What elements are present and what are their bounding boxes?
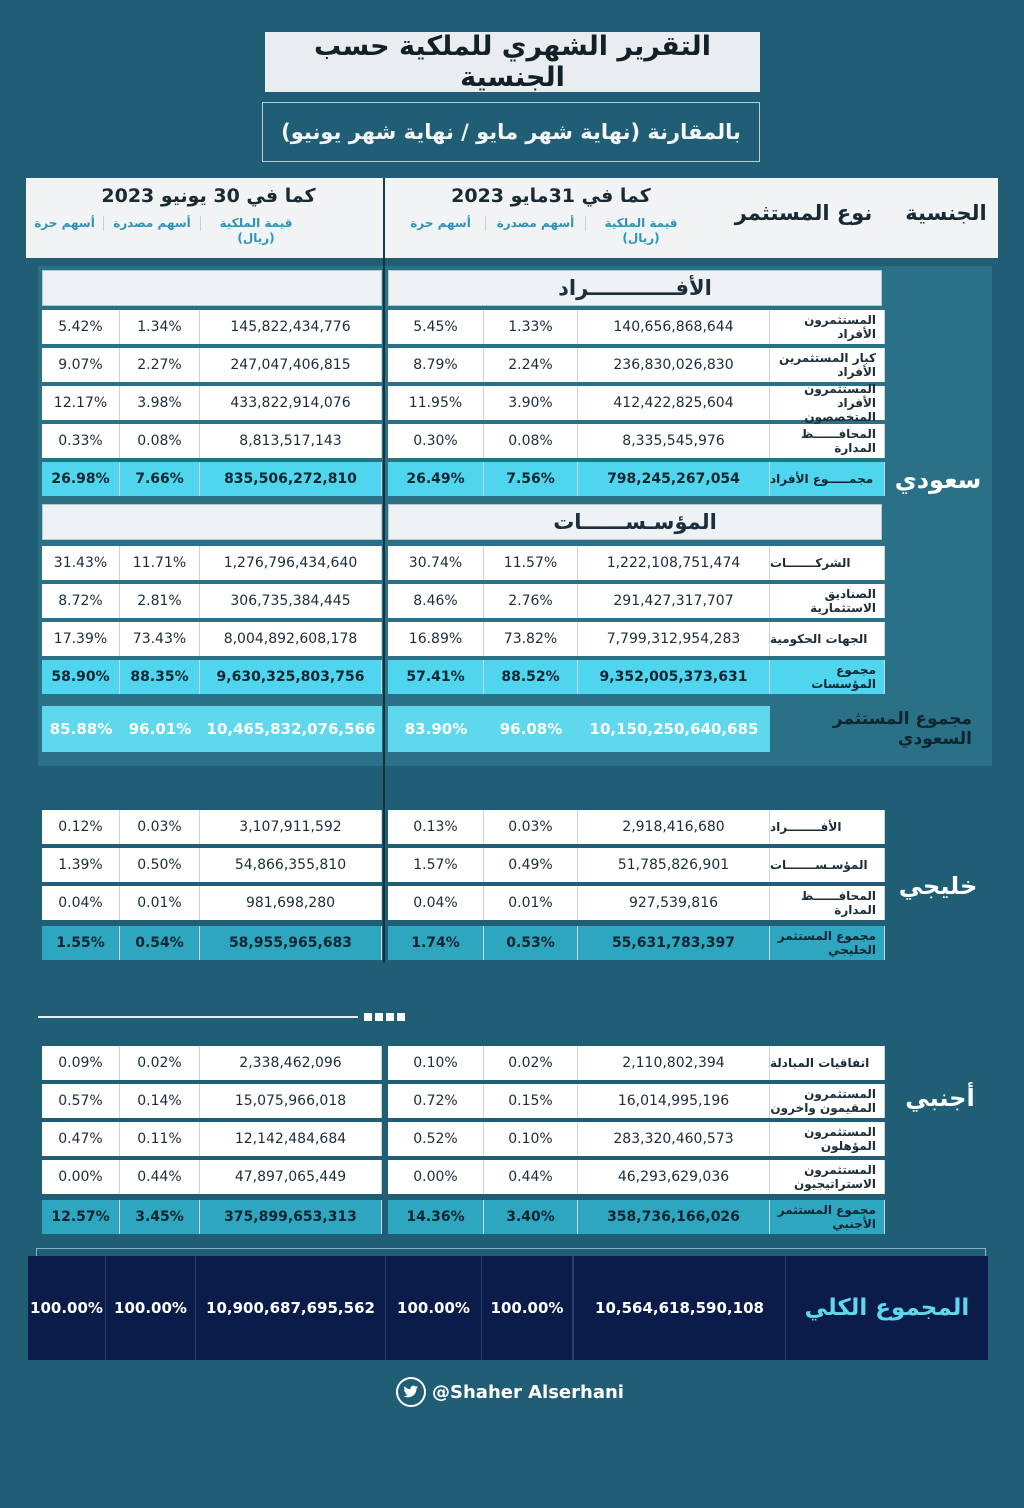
saudi-individuals-row-june-value: 247,047,406,815 — [200, 348, 382, 382]
foreign-row-may-value: 16,014,995,196 — [578, 1084, 770, 1118]
foreign-row-label: المستثمرون المقيمون واخرون — [770, 1084, 885, 1118]
individuals-title-may: الأفــــــــــــراد — [388, 270, 882, 306]
saudi-individuals-row-june-value: 8,813,517,143 — [200, 424, 382, 458]
saudi-individuals-row — [0, 424, 1024, 458]
nationality-gulf: خليجي — [898, 872, 978, 900]
saudi-institutions-row-may-issued: 2.76% — [484, 584, 578, 618]
foreign-row-june-issued: 0.14% — [120, 1084, 200, 1118]
grand-total-bar — [28, 1256, 988, 1360]
grand-may-issued: 100.00% — [482, 1256, 573, 1360]
header-investor-type: نوع المستثمر — [734, 201, 873, 225]
foreign-total-row-may-issued: 3.40% — [484, 1200, 578, 1234]
foreign-row-may-issued: 0.10% — [484, 1122, 578, 1156]
grand-total-label-text: المجموع الكلي — [804, 1295, 970, 1321]
saudi-institutions-row-label: الصناديق الاستثمارية — [770, 584, 885, 618]
foreign-row-june-issued: 0.02% — [120, 1046, 200, 1080]
saudi-institutions-row-june-value: 1,276,796,434,640 — [200, 546, 382, 580]
foreign-row-label: المستثمرون المؤهلون — [770, 1122, 885, 1156]
twitter-bird-icon — [396, 1377, 426, 1407]
foreign-total-row-may-value: 358,736,166,026 — [578, 1200, 770, 1234]
saudi-institutions-total-row — [0, 660, 1024, 694]
saudi-individuals-row-may-value: 8,335,545,976 — [578, 424, 770, 458]
institutions-title-may: المؤسـســــــات — [388, 504, 882, 540]
page-subtitle-text: بالمقارنة (نهاية شهر مايو / نهاية شهر يونيو) — [281, 120, 741, 144]
saudi-individuals-row-label: المستثمرون الأفراد — [770, 310, 885, 344]
saudi-individuals-row-may-issued: 3.90% — [484, 386, 578, 420]
saudi-individuals-row-may-value: 412,422,825,604 — [578, 386, 770, 420]
foreign-row-june-free: 0.09% — [42, 1046, 120, 1080]
foreign-row-june-value: 47,897,065,449 — [200, 1160, 382, 1194]
saudi-institutions-row-june-value: 306,735,384,445 — [200, 584, 382, 618]
gulf-row-june-issued: 0.01% — [120, 886, 200, 920]
saudi-institutions-row-may-free: 16.89% — [388, 622, 484, 656]
saudi-individuals-row-may-value: 140,656,868,644 — [578, 310, 770, 344]
gulf-row-may-issued: 0.49% — [484, 848, 578, 882]
saudi-individuals-row-june-free: 5.42% — [42, 310, 120, 344]
gulf-row-june-value: 3,107,911,592 — [200, 810, 382, 844]
foreign-row-label: المستثمرون الاستراتيجيون — [770, 1160, 885, 1194]
saudi-grand-total-row — [0, 706, 1024, 752]
saudi-individuals-row-june-issued: 1.34% — [120, 310, 200, 344]
foreign-row-may-value: 46,293,629,036 — [578, 1160, 770, 1194]
gulf-total-row — [0, 926, 1024, 960]
saudi-institutions-row-may-issued: 11.57% — [484, 546, 578, 580]
page-subtitle — [262, 102, 760, 162]
saudi-grand-total-row-may-issued: 96.08% — [484, 706, 578, 752]
saudi-institutions-row-june-value: 8,004,892,608,178 — [200, 622, 382, 656]
grand-total-label — [786, 1256, 988, 1360]
saudi-individuals-row-may-issued: 2.24% — [484, 348, 578, 382]
gulf-row-may-free: 0.13% — [388, 810, 484, 844]
saudi-institutions-row-may-issued: 73.82% — [484, 622, 578, 656]
gulf-total-row-may-issued: 0.53% — [484, 926, 578, 960]
saudi-individuals-row-june-issued: 3.98% — [120, 386, 200, 420]
gulf-row — [0, 810, 1024, 844]
saudi-grand-total-row-june-issued: 96.01% — [120, 706, 200, 752]
saudi-individuals-row — [0, 310, 1024, 344]
saudi-individuals-row-may-issued: 0.08% — [484, 424, 578, 458]
foreign-row-may-value: 283,320,460,573 — [578, 1122, 770, 1156]
saudi-institutions-total-row-june-value: 9,630,325,803,756 — [200, 660, 382, 694]
foreign-row-may-issued: 0.02% — [484, 1046, 578, 1080]
saudi-individuals-row-june-value: 145,822,434,776 — [200, 310, 382, 344]
gulf-total-row-june-free: 1.55% — [42, 926, 120, 960]
header-may-value — [586, 216, 696, 246]
saudi-grand-total-row-may-value: 10,150,250,640,685 — [578, 706, 770, 752]
gulf-row-may-value: 927,539,816 — [578, 886, 770, 920]
gulf-row-may-value: 51,785,826,901 — [578, 848, 770, 882]
saudi-institutions-row-june-issued: 11.71% — [120, 546, 200, 580]
saudi-individuals-row-may-free: 5.45% — [388, 310, 484, 344]
foreign-row-june-value: 12,142,484,684 — [200, 1122, 382, 1156]
foreign-row — [0, 1122, 1024, 1156]
saudi-individuals-total-row-may-free: 26.49% — [388, 462, 484, 496]
foreign-row-june-issued: 0.44% — [120, 1160, 200, 1194]
gulf-row-may-issued: 0.01% — [484, 886, 578, 920]
saudi-institutions-total-row-label: مجموع المؤسسات — [770, 660, 885, 694]
saudi-individuals-row-june-free: 12.17% — [42, 386, 120, 420]
saudi-individuals-row-label: كبار المستثمرين الأفراد — [770, 348, 885, 382]
saudi-individuals-total-row-label: مجمـــــوع الأفراد — [770, 462, 885, 496]
header-may-value-unit: (ريال) — [622, 231, 660, 245]
saudi-individuals-row-label: المستثمرون الأفراد المتخصصون — [770, 386, 885, 420]
saudi-institutions-row-june-free: 17.39% — [42, 622, 120, 656]
saudi-individuals-total-row — [0, 462, 1024, 496]
saudi-institutions-total-row-may-free: 57.41% — [388, 660, 484, 694]
gulf-row-june-issued: 0.03% — [120, 810, 200, 844]
saudi-individuals-row — [0, 348, 1024, 382]
saudi-individuals-row-may-value: 236,830,026,830 — [578, 348, 770, 382]
footer — [340, 1374, 680, 1410]
gulf-row-may-free: 1.57% — [388, 848, 484, 882]
saudi-institutions-row-may-value: 291,427,317,707 — [578, 584, 770, 618]
saudi-institutions-row-june-issued: 73.43% — [120, 622, 200, 656]
saudi-institutions-row-label: الجهات الحكومية — [770, 622, 885, 656]
separator-dots — [364, 1013, 406, 1022]
saudi-institutions-row-may-value: 1,222,108,751,474 — [578, 546, 770, 580]
saudi-individuals-total-row-may-issued: 7.56% — [484, 462, 578, 496]
saudi-individuals-row-june-free: 0.33% — [42, 424, 120, 458]
page-title — [265, 32, 760, 92]
foreign-row-label: اتفاقيات المبادلة — [770, 1046, 885, 1080]
foreign-total-row-may-free: 14.36% — [388, 1200, 484, 1234]
saudi-individuals-row-june-value: 433,822,914,076 — [200, 386, 382, 420]
foreign-row-june-value: 15,075,966,018 — [200, 1084, 382, 1118]
header-nationality: الجنسية — [905, 201, 987, 225]
header-june-value — [201, 216, 311, 246]
foreign-row-may-issued: 0.44% — [484, 1160, 578, 1194]
foreign-row-june-issued: 0.11% — [120, 1122, 200, 1156]
nationality-saudi: سعودي — [894, 466, 982, 494]
saudi-institutions-row-june-issued: 2.81% — [120, 584, 200, 618]
saudi-grand-total-row-june-value: 10,465,832,076,566 — [200, 706, 382, 752]
gulf-row — [0, 848, 1024, 882]
gulf-total-row-label: مجموع المستثمر الخليجي — [770, 926, 885, 960]
saudi-individuals-row-june-issued: 0.08% — [120, 424, 200, 458]
header-divider — [383, 178, 385, 258]
footer-handle: @Shaher Alserhani — [432, 1381, 624, 1403]
saudi-individuals-total-row-may-value: 798,245,267,054 — [578, 462, 770, 496]
foreign-row-may-free: 0.00% — [388, 1160, 484, 1194]
saudi-grand-total-row-june-free: 85.88% — [42, 706, 120, 752]
gulf-row-june-free: 1.39% — [42, 848, 120, 882]
gulf-row-june-free: 0.12% — [42, 810, 120, 844]
foreign-row-may-issued: 0.15% — [484, 1084, 578, 1118]
saudi-individuals-row-may-free: 0.30% — [388, 424, 484, 458]
saudi-institutions-total-row-may-value: 9,352,005,373,631 — [578, 660, 770, 694]
header-june-value-label: قيمة الملكية — [219, 216, 293, 230]
gulf-row-may-value: 2,918,416,680 — [578, 810, 770, 844]
foreign-total-row — [0, 1200, 1024, 1234]
saudi-institutions-row-label: الشركـــــــات — [770, 546, 885, 580]
saudi-individuals-row-label: المحافــــــظ المدارة — [770, 424, 885, 458]
foreign-total-row-label: مجموع المستثمر الأجنبي — [770, 1200, 885, 1234]
saudi-institutions-row — [0, 622, 1024, 656]
individuals-title-june — [42, 270, 382, 306]
saudi-individuals-total-row-june-issued: 7.66% — [120, 462, 200, 496]
gulf-row-may-free: 0.04% — [388, 886, 484, 920]
grand-june-value: 10,900,687,695,562 — [196, 1256, 386, 1360]
grand-june-free: 100.00% — [28, 1256, 106, 1360]
saudi-individuals-row-june-free: 9.07% — [42, 348, 120, 382]
saudi-individuals-total-row-june-free: 26.98% — [42, 462, 120, 496]
saudi-institutions-row-may-value: 7,799,312,954,283 — [578, 622, 770, 656]
saudi-individuals-total-row-june-value: 835,506,272,810 — [200, 462, 382, 496]
foreign-row-june-free: 0.00% — [42, 1160, 120, 1194]
header-may-free: أسهم حرة — [396, 216, 486, 231]
gulf-row-june-free: 0.04% — [42, 886, 120, 920]
saudi-institutions-row-june-free: 31.43% — [42, 546, 120, 580]
gulf-row-may-issued: 0.03% — [484, 810, 578, 844]
gulf-row-june-issued: 0.50% — [120, 848, 200, 882]
gulf-total-row-june-value: 58,955,965,683 — [200, 926, 382, 960]
grand-may-free: 100.00% — [386, 1256, 482, 1360]
grand-june-issued: 100.00% — [106, 1256, 196, 1360]
foreign-row-june-free: 0.57% — [42, 1084, 120, 1118]
saudi-institutions-total-row-june-issued: 88.35% — [120, 660, 200, 694]
nationality-foreign: أجنبي — [905, 1084, 975, 1112]
saudi-institutions-row-june-free: 8.72% — [42, 584, 120, 618]
gulf-row-june-value: 981,698,280 — [200, 886, 382, 920]
saudi-institutions-total-row-may-issued: 88.52% — [484, 660, 578, 694]
saudi-individuals-row-may-issued: 1.33% — [484, 310, 578, 344]
foreign-total-row-june-value: 375,899,653,313 — [200, 1200, 382, 1234]
header-june-date: كما في 30 يونيو 2023 — [101, 185, 316, 207]
gulf-total-row-may-free: 1.74% — [388, 926, 484, 960]
gulf-total-row-june-issued: 0.54% — [120, 926, 200, 960]
gulf-row — [0, 886, 1024, 920]
table-header — [26, 178, 998, 258]
foreign-row — [0, 1046, 1024, 1080]
foreign-row-may-free: 0.10% — [388, 1046, 484, 1080]
grand-may-value: 10,564,618,590,108 — [573, 1256, 786, 1360]
saudi-grand-total-row-label: مجموع المستثمر السعودي — [832, 709, 972, 749]
foreign-row — [0, 1084, 1024, 1118]
saudi-individuals-row-may-free: 8.79% — [388, 348, 484, 382]
separator-line — [38, 1016, 358, 1018]
gulf-row-label: الأفــــــــراد — [770, 810, 885, 844]
foreign-row-may-value: 2,110,802,394 — [578, 1046, 770, 1080]
saudi-individuals-row-may-free: 11.95% — [388, 386, 484, 420]
foreign-row-june-free: 0.47% — [42, 1122, 120, 1156]
saudi-individuals-row — [0, 382, 1024, 424]
foreign-row-may-free: 0.72% — [388, 1084, 484, 1118]
saudi-individuals-row-june-issued: 2.27% — [120, 348, 200, 382]
gulf-row-label: المحافــــــظ المدارة — [770, 886, 885, 920]
gulf-total-row-may-value: 55,631,783,397 — [578, 926, 770, 960]
foreign-total-row-june-issued: 3.45% — [120, 1200, 200, 1234]
gulf-row-june-value: 54,866,355,810 — [200, 848, 382, 882]
gulf-row-label: المؤسـســـــــات — [770, 848, 885, 882]
header-may-issued: أسهم مصدرة — [486, 216, 586, 231]
saudi-grand-total-row-may-free: 83.90% — [388, 706, 484, 752]
header-june-value-unit: (ريال) — [237, 231, 275, 245]
header-may-value-label: قيمة الملكية — [604, 216, 678, 230]
foreign-row-may-free: 0.52% — [388, 1122, 484, 1156]
header-june-issued: أسهم مصدرة — [104, 216, 201, 231]
page-title-text: التقرير الشهري للملكية حسب الجنسية — [314, 31, 711, 93]
institutions-title-june — [42, 504, 382, 540]
saudi-institutions-row-may-free: 30.74% — [388, 546, 484, 580]
saudi-institutions-row — [0, 546, 1024, 580]
foreign-row — [0, 1160, 1024, 1194]
saudi-institutions-row — [0, 584, 1024, 618]
header-may-date: كما في 31مايو 2023 — [451, 185, 651, 207]
header-june-free: أسهم حرة — [26, 216, 104, 231]
saudi-institutions-row-may-free: 8.46% — [388, 584, 484, 618]
saudi-institutions-total-row-june-free: 58.90% — [42, 660, 120, 694]
foreign-total-row-june-free: 12.57% — [42, 1200, 120, 1234]
foreign-row-june-value: 2,338,462,096 — [200, 1046, 382, 1080]
